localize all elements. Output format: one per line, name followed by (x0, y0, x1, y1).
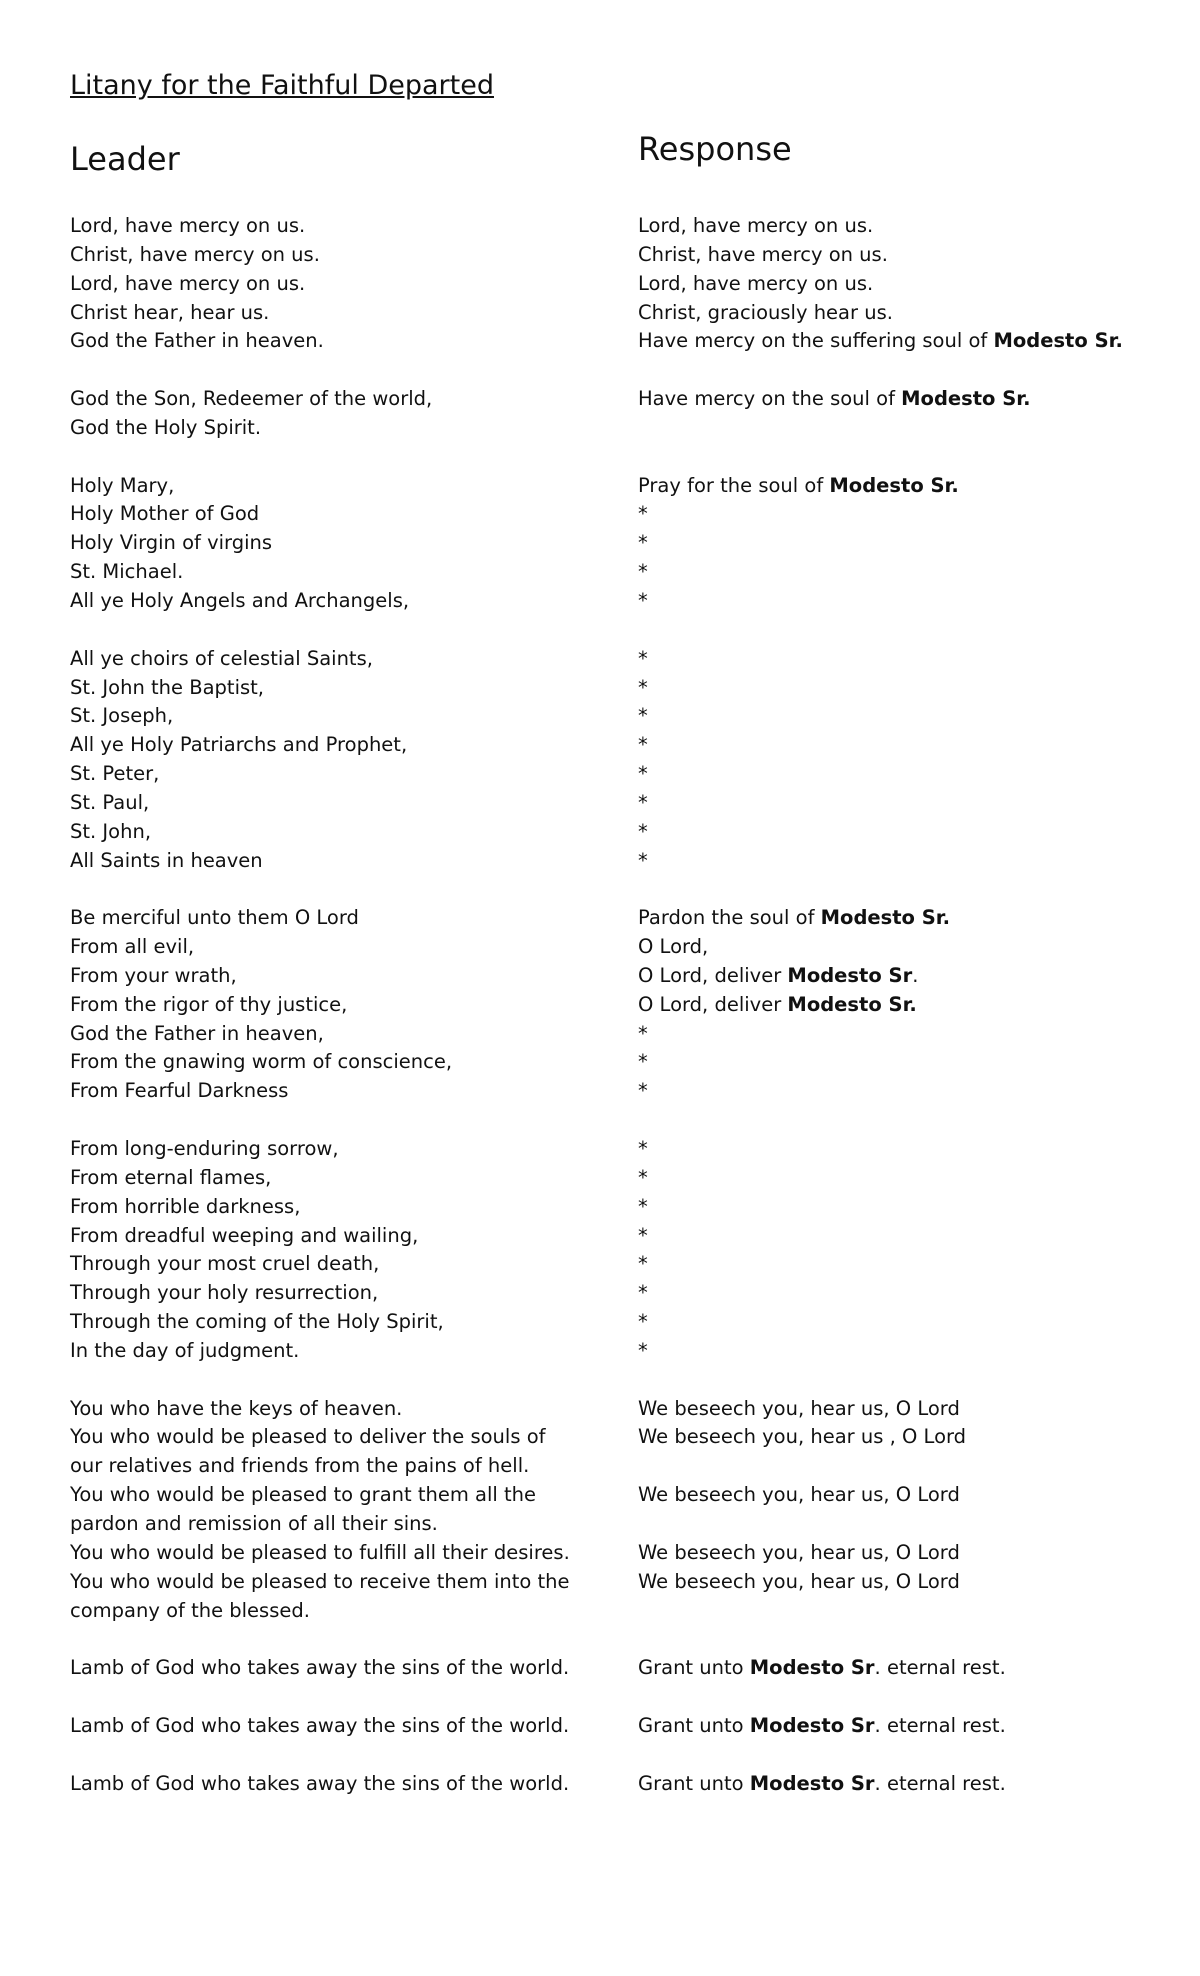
response-text: We beseech you, hear us, O Lord (638, 1540, 960, 1564)
leader-line: Lamb of God who takes away the sins of the world. (70, 1656, 570, 1680)
leader-line: God the Holy Spirit. (70, 415, 262, 439)
deceased-name: Modesto Sr. (829, 473, 959, 497)
response-line (638, 356, 1158, 385)
response-line (638, 1452, 1158, 1481)
response-line (638, 818, 1158, 847)
response-text: * (638, 1194, 648, 1218)
leader-line: Holy Mother of God (70, 502, 260, 526)
response-line (638, 241, 1158, 270)
response-text: * (638, 588, 648, 612)
response-text: * (638, 848, 648, 872)
response-text-suffix: . eternal rest. (874, 1771, 1006, 1795)
response-text: * (638, 1050, 648, 1074)
leader-line: Christ hear, hear us. (70, 300, 270, 324)
response-line (638, 1568, 1158, 1597)
response-line (638, 1597, 1158, 1626)
deceased-name: Modesto Sr. (993, 329, 1123, 353)
response-line (638, 1048, 1158, 1077)
response-text: * (638, 1165, 648, 1189)
leader-line: Lord, have mercy on us. (70, 214, 306, 237)
response-line (638, 1164, 1158, 1193)
response-text: * (638, 675, 648, 699)
response-column (638, 212, 1158, 1798)
response-line (638, 847, 1158, 876)
leader-line: From eternal flames, (70, 1165, 272, 1189)
response-text: * (638, 560, 648, 584)
response-text: * (638, 1021, 648, 1045)
deceased-name: Modesto Sr (749, 1656, 875, 1680)
response-line (638, 616, 1158, 645)
response-line (638, 1366, 1158, 1395)
response-text: We beseech you, hear us , O Lord (638, 1425, 967, 1449)
leader-line: From horrible darkness, (70, 1194, 301, 1218)
leader-line: From Fearful Darkness (70, 1079, 289, 1103)
response-text: O Lord, deliver (638, 992, 788, 1016)
leader-line: All ye Holy Angels and Archangels, (70, 588, 410, 612)
leader-line (70, 875, 590, 904)
response-text: Grant unto (638, 1771, 750, 1795)
response-line (638, 1222, 1158, 1251)
response-line (638, 702, 1158, 731)
deceased-name: Modesto Sr. (787, 992, 917, 1016)
response-heading: Response (638, 130, 792, 168)
response-line (638, 1135, 1158, 1164)
response-line (638, 1481, 1158, 1510)
response-text: * (638, 1137, 648, 1160)
leader-line: Lamb of God who takes away the sins of the world. (70, 1771, 570, 1795)
deceased-name: Modesto Sr (749, 1713, 875, 1737)
response-line (638, 674, 1158, 703)
response-line (638, 789, 1158, 818)
response-line (638, 1712, 1158, 1741)
response-text-suffix: . eternal rest. (874, 1656, 1006, 1680)
leader-line: Christ, have mercy on us. (70, 242, 320, 266)
response-line (638, 991, 1158, 1020)
leader-line: From the rigor of thy justice, (70, 992, 348, 1016)
response-text: * (638, 1310, 648, 1334)
response-line (638, 904, 1158, 933)
response-line (638, 1395, 1158, 1424)
response-line (638, 414, 1158, 443)
response-line (638, 472, 1158, 501)
response-text: * (638, 1338, 648, 1362)
leader-line: St. John, (70, 819, 152, 843)
response-line (638, 385, 1158, 414)
response-text: Have mercy on the soul of (638, 387, 902, 411)
response-line (638, 1625, 1158, 1654)
response-line (638, 270, 1158, 299)
leader-line: St. John the Baptist, (70, 675, 264, 699)
leader-line: All Saints in heaven (70, 848, 263, 872)
leader-line: From your wrath, (70, 963, 237, 987)
response-text: Lord, have mercy on us. (638, 271, 874, 295)
leader-line: You who would be pleased to deliver the souls of (70, 1425, 546, 1449)
response-line (638, 443, 1158, 472)
document-title: Litany for the Faithful Departed (70, 70, 494, 101)
leader-line (70, 443, 590, 472)
response-text: Have mercy on the suffering soul of (638, 329, 994, 353)
response-text: Christ, graciously hear us. (638, 300, 893, 324)
leader-line: St. Peter, (70, 762, 160, 786)
leader-line: St. Joseph, (70, 704, 174, 728)
response-line (638, 1683, 1158, 1712)
leader-line: In the day of judgment. (70, 1338, 300, 1362)
leader-line (70, 356, 590, 385)
leader-line: company of the blessed. (70, 1598, 310, 1622)
response-line (638, 1337, 1158, 1366)
response-text: Christ, have mercy on us. (638, 242, 888, 266)
leader-line: Through your holy resurrection, (70, 1281, 379, 1305)
response-line (638, 1020, 1158, 1049)
leader-line: St. Michael. (70, 560, 184, 584)
response-text: Pardon the soul of (638, 906, 821, 930)
deceased-name: Modesto Sr (787, 963, 913, 987)
response-text: Lord, have mercy on us. (638, 214, 874, 237)
leader-line: Be merciful unto them O Lord (70, 906, 359, 930)
response-line (638, 558, 1158, 587)
leader-line (70, 1741, 590, 1770)
leader-line: You who have the keys of heaven. (70, 1396, 403, 1420)
response-text: * (638, 531, 648, 555)
leader-heading: Leader (70, 140, 180, 178)
response-line (638, 1539, 1158, 1568)
leader-line: our relatives and friends from the pains of hell. (70, 1454, 530, 1478)
deceased-name: Modesto Sr. (820, 906, 951, 930)
response-line (638, 1250, 1158, 1279)
response-text: * (638, 762, 648, 786)
leader-line: From the gnawing worm of conscience, (70, 1050, 453, 1074)
leader-line: All ye choirs of celestial Saints, (70, 646, 373, 670)
response-text: * (638, 790, 648, 814)
leader-line: Lamb of God who takes away the sins of the world. (70, 1713, 570, 1737)
leader-line: God the Father in heaven. (70, 329, 324, 353)
response-line (638, 212, 1158, 241)
response-line (638, 962, 1158, 991)
response-line (638, 731, 1158, 760)
response-text: We beseech you, hear us, O Lord (638, 1569, 960, 1593)
leader-line: You who would be pleased to grant them all the (70, 1483, 537, 1507)
response-line (638, 760, 1158, 789)
response-line (638, 587, 1158, 616)
response-text: * (638, 733, 648, 757)
response-text: * (638, 819, 648, 843)
leader-line (70, 1106, 590, 1135)
leader-line: From dreadful weeping and wailing, (70, 1223, 419, 1247)
leader-column (70, 212, 590, 1798)
leader-line (70, 616, 590, 645)
response-line (638, 529, 1158, 558)
leader-line: Holy Virgin of virgins (70, 531, 273, 555)
response-text: We beseech you, hear us, O Lord (638, 1483, 960, 1507)
leader-line: God the Son, Redeemer of the world, (70, 387, 433, 411)
response-line (638, 645, 1158, 674)
response-line (638, 1106, 1158, 1135)
response-text: Grant unto (638, 1656, 750, 1680)
leader-line: Through your most cruel death, (70, 1252, 380, 1276)
response-text: * (638, 1079, 648, 1103)
leader-line: From long-enduring sorrow, (70, 1137, 339, 1160)
leader-line: From all evil, (70, 935, 195, 959)
response-text: * (638, 502, 648, 526)
response-line (638, 1279, 1158, 1308)
leader-line (70, 1625, 590, 1654)
response-text: * (638, 1281, 648, 1305)
response-text: * (638, 646, 648, 670)
response-text-suffix: . (912, 963, 919, 987)
response-text-suffix: . eternal rest. (874, 1713, 1006, 1737)
response-text: Grant unto (638, 1713, 750, 1737)
response-line (638, 875, 1158, 904)
response-line (638, 1741, 1158, 1770)
response-line (638, 1423, 1158, 1452)
response-line (638, 1770, 1158, 1799)
response-text: We beseech you, hear us, O Lord (638, 1396, 960, 1420)
response-text: Pray for the soul of (638, 473, 830, 497)
leader-line: You who would be pleased to receive them into the (70, 1569, 570, 1593)
response-text: O Lord, (638, 935, 709, 959)
response-line (638, 500, 1158, 529)
response-line (638, 1077, 1158, 1106)
leader-line: Holy Mary, (70, 473, 175, 497)
leader-line: You who would be pleased to fulfill all their desires. (70, 1540, 570, 1564)
response-line (638, 299, 1158, 328)
response-line (638, 1510, 1158, 1539)
response-line (638, 1193, 1158, 1222)
leader-line: Lord, have mercy on us. (70, 271, 306, 295)
leader-line (70, 1366, 590, 1395)
response-line (638, 327, 1158, 356)
leader-line: All ye Holy Patriarchs and Prophet, (70, 733, 408, 757)
response-text: * (638, 704, 648, 728)
leader-line: pardon and remission of all their sins. (70, 1511, 438, 1535)
response-text: * (638, 1252, 648, 1276)
response-line (638, 1308, 1158, 1337)
leader-line: St. Paul, (70, 790, 150, 814)
leader-line (70, 1683, 590, 1712)
leader-line: Through the coming of the Holy Spirit, (70, 1310, 444, 1334)
response-text: * (638, 1223, 648, 1247)
leader-line: God the Father in heaven, (70, 1021, 324, 1045)
deceased-name: Modesto Sr. (901, 387, 1031, 411)
response-text: O Lord, deliver (638, 963, 788, 987)
response-line (638, 933, 1158, 962)
response-line (638, 1654, 1158, 1683)
deceased-name: Modesto Sr (749, 1771, 875, 1795)
